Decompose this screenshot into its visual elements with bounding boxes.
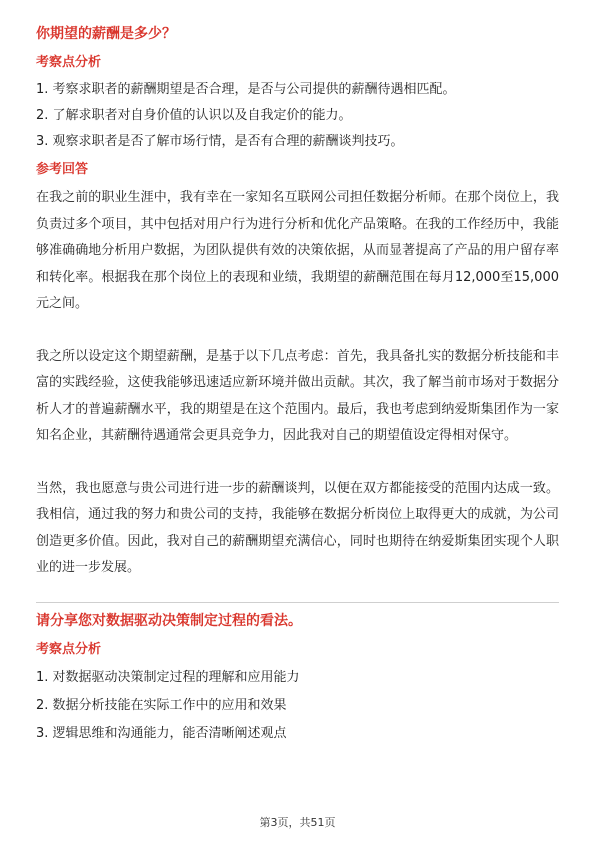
question-2-title: 请分享您对数据驱动决策制定过程的看法。 — [36, 612, 302, 629]
question-2-point-3: 3. 逻辑思维和沟通能力，能否清晰阐述观点 — [36, 725, 287, 741]
question-2-analysis-heading: 考察点分析 — [36, 641, 102, 657]
section-divider — [36, 602, 559, 603]
question-2-points — [36, 668, 559, 744]
question-1-point-3: 3. 观察求职者是否了解市场行情，是否有合理的薪酬谈判技巧。 — [36, 134, 404, 149]
question-1-title: 你期望的薪酬是多少？ — [36, 26, 176, 42]
page-number: 第3页，共51页 — [259, 816, 336, 829]
document-page — [36, 24, 559, 744]
question-2-point-2: 2. 数据分析技能在实际工作中的应用和效果 — [36, 697, 287, 713]
question-1-answer-heading: 参考回答 — [36, 162, 89, 177]
question-1-answer — [36, 185, 559, 582]
answer-paragraph-1: 在我之前的职业生涯中，我有幸在一家知名互联网公司担任数据分析师。在那个岗位上，我负责过多个项目，其中包括对用户行为进行分析和优化产品策略。在我的工作经历中，我能够准确确地分析用户数据，为团队提供有效的决策依据，从而显著提高了产品的用户留存率和转化率。根据我在那个岗位上的表现和业绩，我期望的薪酬范围在每月12,000至15,000元之间。 — [36, 190, 559, 311]
question-1-analysis-heading: 考察点分析 — [36, 55, 102, 70]
question-1-point-1: 1. 考察求职者的薪酬期望是否合理，是否与公司提供的薪酬待遇相匹配。 — [36, 82, 456, 97]
question-1-point-2: 2. 了解求职者对自身价值的认识以及自我定价的能力。 — [36, 108, 352, 123]
answer-paragraph-2: 我之所以设定这个期望薪酬，是基于以下几点考虑：首先，我具备扎实的数据分析技能和丰富的实践经验，这使我能够迅速适应新环境并做出贡献。其次，我了解当前市场对于数据分析人才的普遍薪酬水平，我的期望是在这个范围内。最后，我也考虑到纳爱斯集团作为一家知名企业，其薪酬待遇通常会更具竞争力，因此我对自己的期望值设定得相对保守。 — [36, 348, 559, 443]
question-2-point-1: 1. 对数据驱动决策制定过程的理解和应用能力 — [36, 669, 300, 685]
answer-paragraph-3: 当然，我也愿意与贵公司进行进一步的薪酬谈判，以便在双方都能接受的范围内达成一致。我相信，通过我的努力和贵公司的支持，我能够在数据分析岗位上取得更大的成就，为公司创造更多价值。因此，我对自己的薪酬期望充满信心，同时也期待在纳爱斯集团实现个人职业的进一步发展。 — [36, 480, 559, 575]
